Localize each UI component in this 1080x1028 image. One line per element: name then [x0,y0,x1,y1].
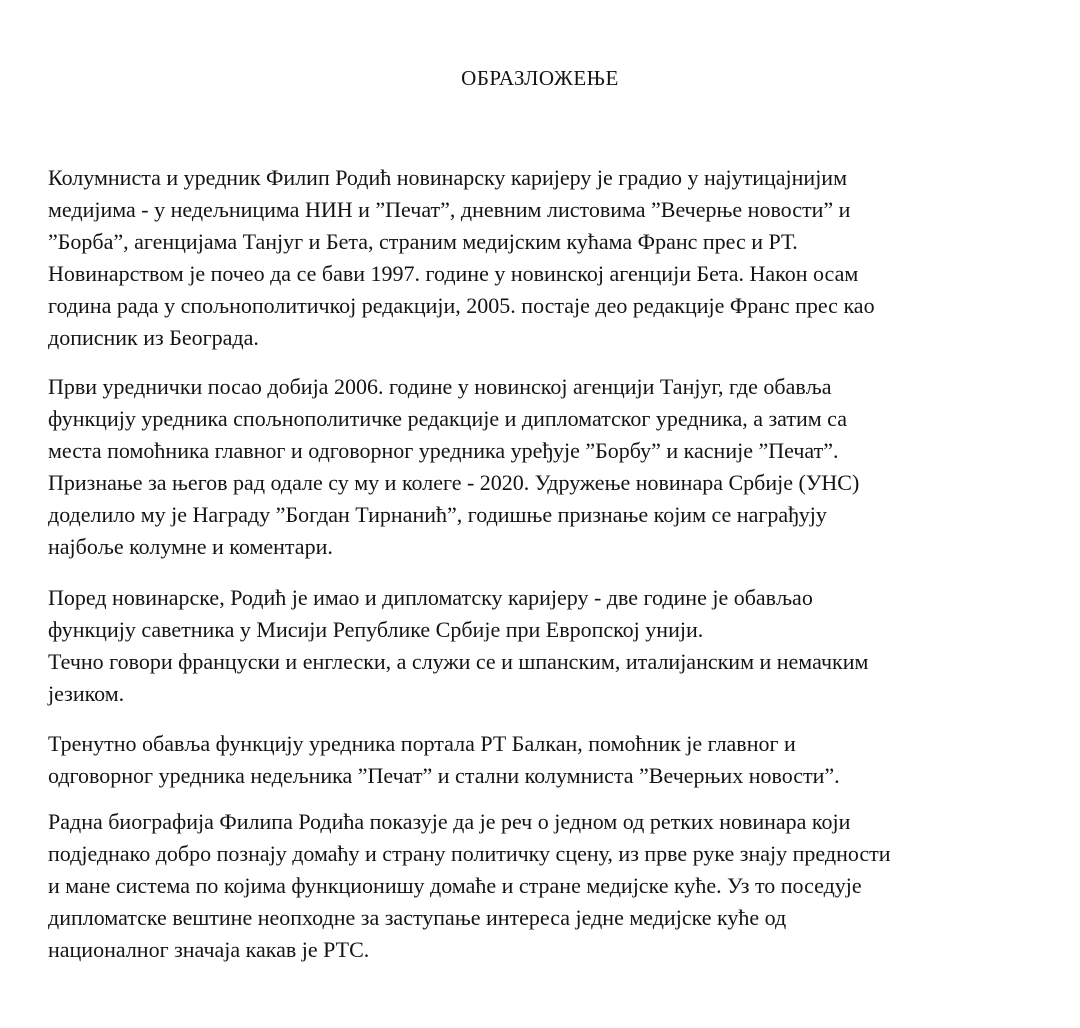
text-line: одговорног уредника недељника ”Печат” и стални колумниста ”Вечерњих новости”. [48,763,840,788]
paragraph-conclusion [48,806,1048,966]
text-line: дипломатске вештине неопходне за заступање интереса једне медијске куће од [48,905,787,930]
document-title: ОБРАЗЛОЖЕЊЕ [461,66,619,90]
text-line: функцију саветника у Мисији Републике Србије при Европској унији. [48,617,704,642]
text-line: подједнако добро познају домаћу и страну политичку сцену, из прве руке знају предности [48,841,891,866]
text-line: функцију уредника спољнополитичке редакције и дипломатског уредника, а затим са [48,406,847,431]
text-line: Новинарством је почео да се бави 1997. године у новинској агенцији Бета. Након осам [48,261,859,286]
text-line: Поред новинарске, Родић је имао и дипломатску каријеру - две године је обављао [48,585,813,610]
text-line: места помоћника главног и одговорног уредника уређује ”Борбу” и касније ”Печат”. [48,438,839,463]
text-line: Колумниста и уредник Филип Родић новинарску каријеру је градио у најутицајнијим [48,165,848,190]
text-line: Радна биографија Филипа Родића показује да је реч о једном од ретких новинара који [48,809,851,834]
text-line: медијима - у недељницима НИН и ”Печат”, дневним листовима ”Вечерње новости” и [48,197,851,222]
text-line: доделило му је Награду ”Богдан Тирнанић”, годишње признање којим се награђују [48,502,827,527]
text-line: Тренутно обавља функцију уредника портала РТ Балкан, помоћник је главног и [48,731,796,756]
paragraph-career-overview [48,162,1048,354]
text-line: дописник из Београда. [48,325,259,350]
paragraph-editorial-work [48,371,1048,563]
paragraph-current-role [48,728,1048,792]
text-line: Течно говори француски и енглески, а служи се и шпанским, италијанским и немачким [48,649,869,674]
text-line: Признање за његов рад одале су му и колеге - 2020. Удружење новинара Србије (УНС) [48,470,860,495]
text-line: Први уреднички посао добија 2006. године у новинској агенцији Танјуг, где обавља [48,374,832,399]
text-line: и мане система по којима функционишу домаће и стране медијске куће. Уз то поседује [48,873,862,898]
text-line: ”Борба”, агенцијама Танјуг и Бета, страним медијским кућама Франс прес и РТ. [48,229,798,254]
text-line: националног значаја какав је РТС. [48,937,370,962]
text-line: година рада у спољнополитичкој редакцији, 2005. постаје део редакције Франс прес као [48,293,875,318]
paragraph-diplomatic-career [48,582,1048,710]
text-line: најбоље колумне и коментари. [48,534,333,559]
text-line: језиком. [48,681,125,706]
